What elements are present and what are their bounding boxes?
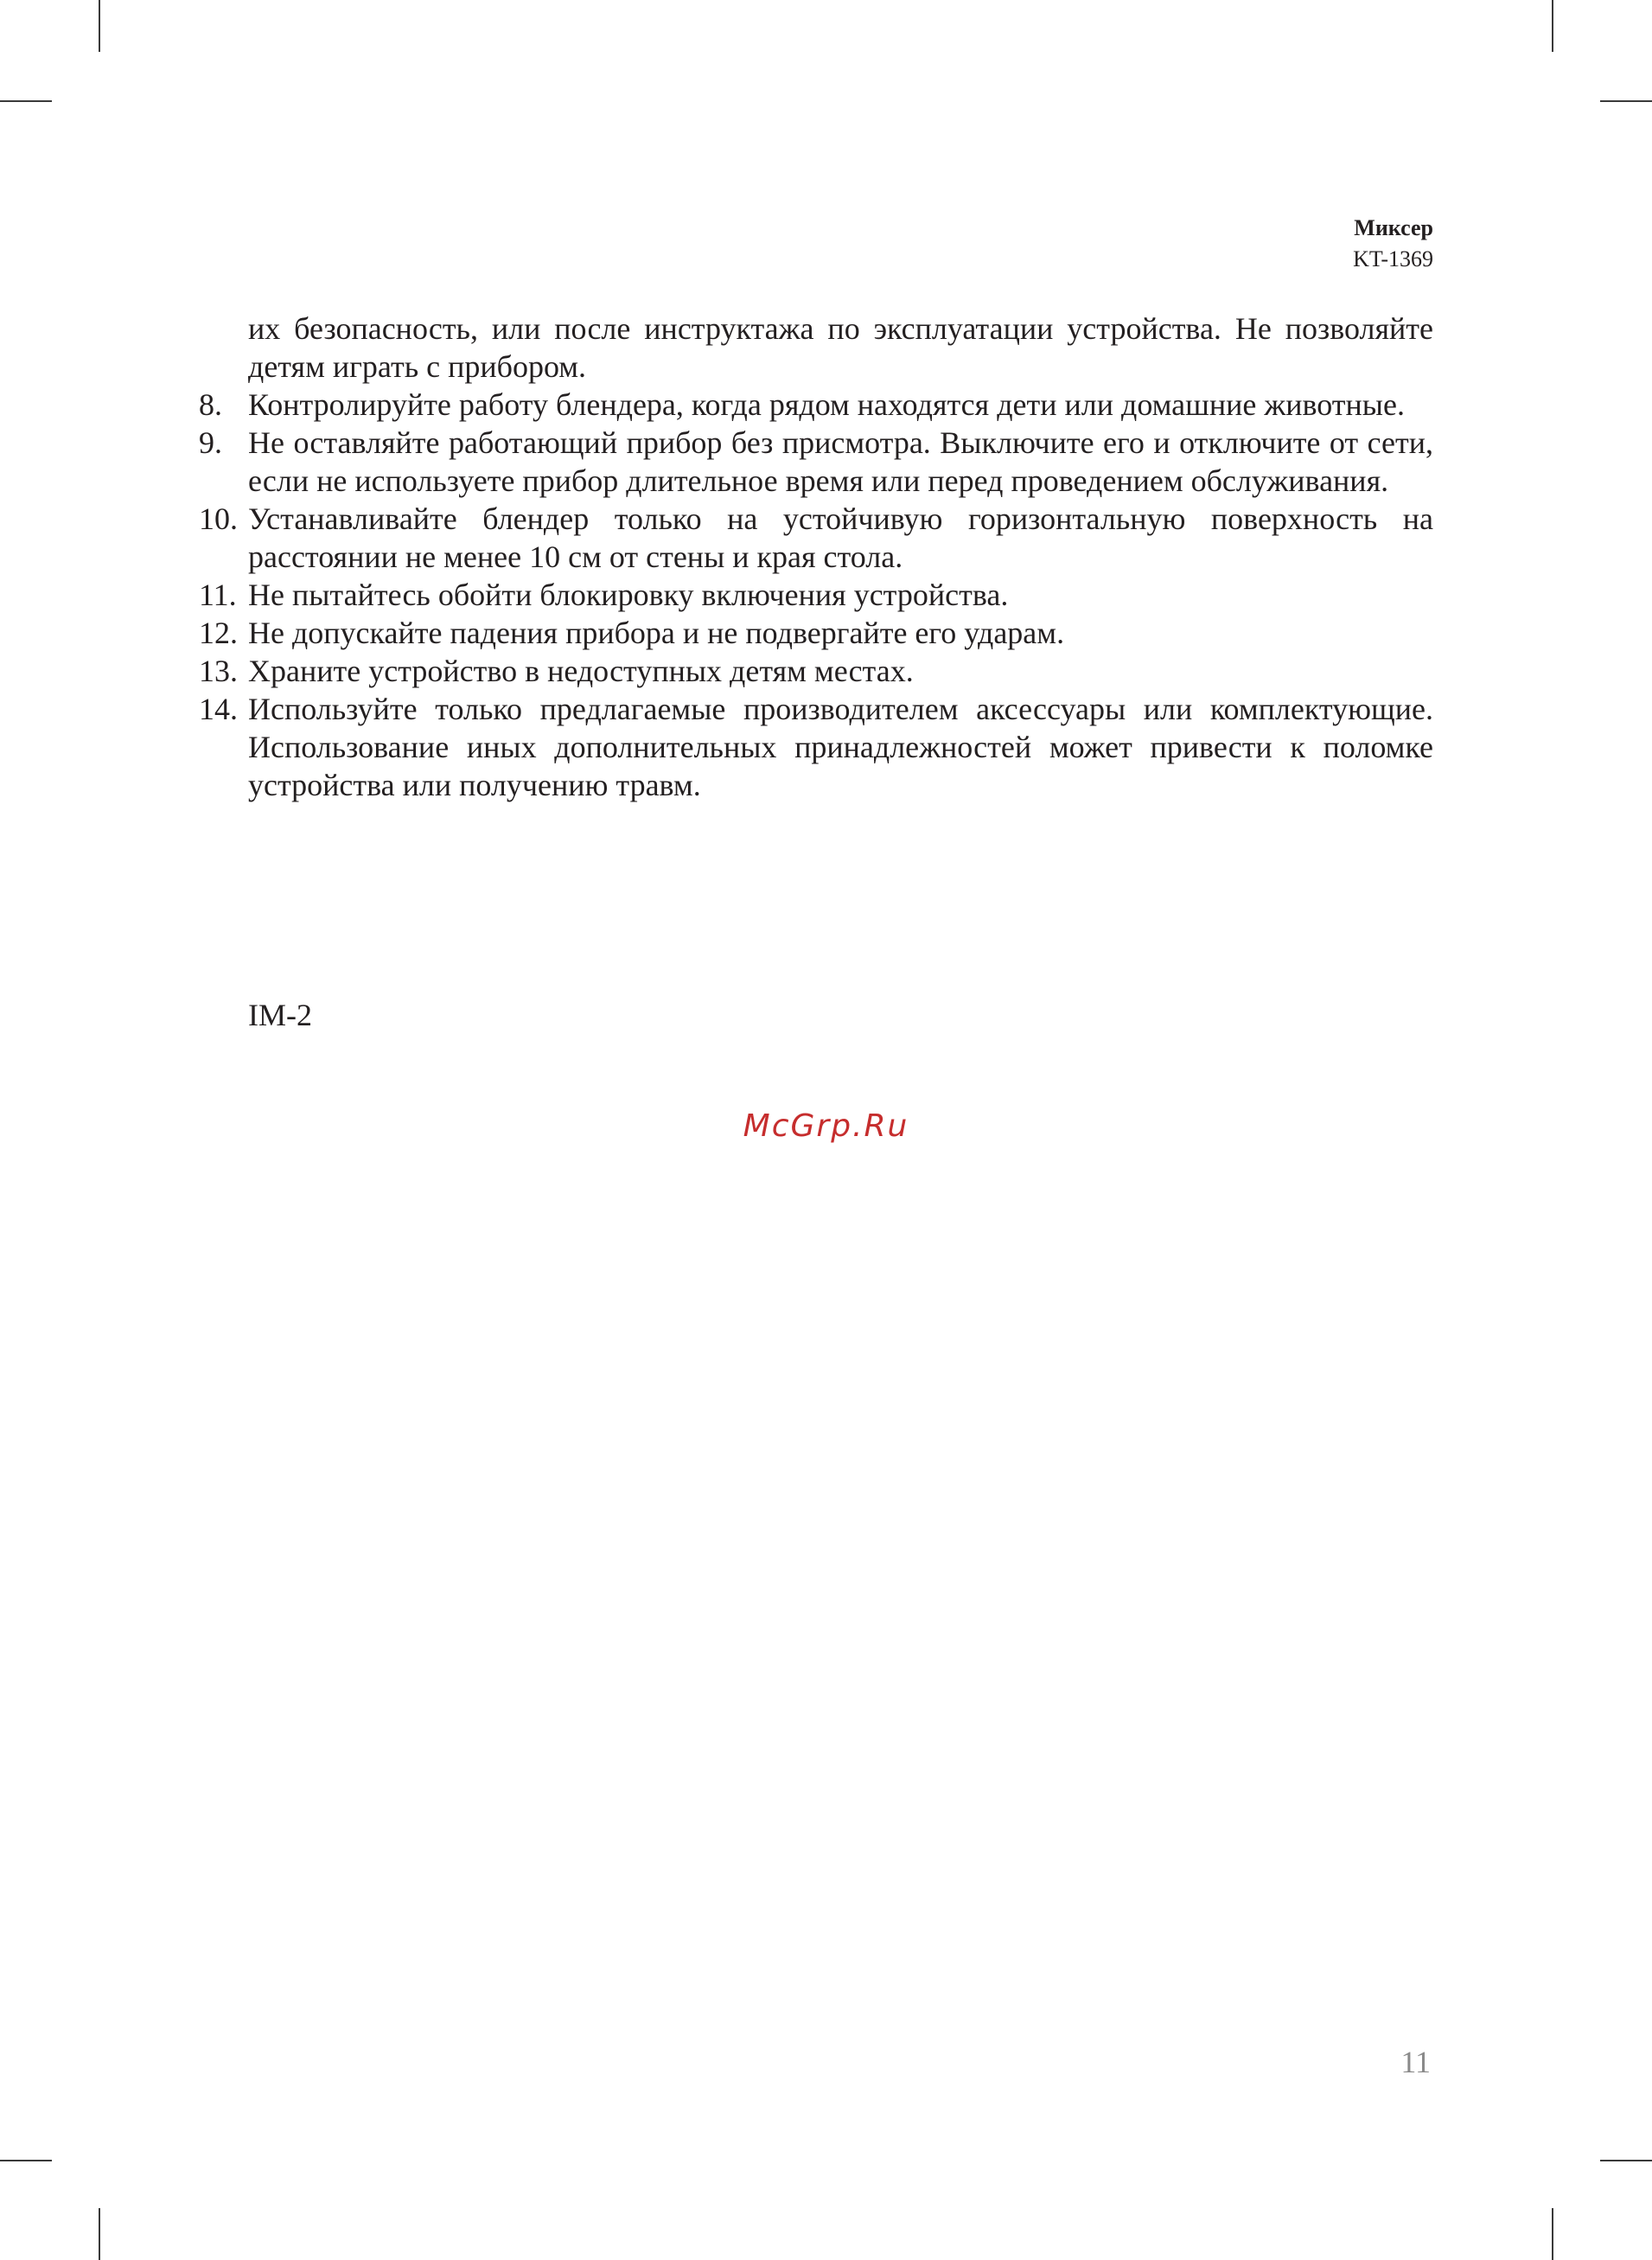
crop-mark-bottom-left-horizontal bbox=[0, 2160, 52, 2161]
running-header bbox=[1353, 213, 1433, 275]
crop-mark-top-left-horizontal bbox=[0, 100, 52, 102]
crop-mark-bottom-right-horizontal bbox=[1600, 2160, 1652, 2161]
list-item-number: 14. bbox=[199, 692, 238, 726]
list-item-continuation bbox=[199, 310, 1433, 386]
page-number: 11 bbox=[1400, 2045, 1431, 2079]
list-item-text: Устанавливайте блендер только на устойчивую горизонтальную поверхность на расстоянии не менее 10 см от стены и края стола. bbox=[248, 501, 1433, 574]
safety-instructions-list bbox=[199, 310, 1433, 804]
header-title: Миксер bbox=[1354, 215, 1433, 240]
list-item-text: Контролируйте работу блендера, когда рядом находятся дети или домашние животные. bbox=[248, 387, 1405, 422]
list-item-number: 11. bbox=[199, 578, 237, 612]
list-item-number: 13. bbox=[199, 654, 238, 688]
crop-mark-top-right-horizontal bbox=[1600, 100, 1652, 102]
list-item-text: Используйте только предлагаемые производителем аксессуары или комплектующие. Использование иных дополнительных принадлежностей может привести к поломке устройства или получению травм. bbox=[248, 692, 1433, 802]
list-item-number: 9. bbox=[199, 425, 222, 460]
list-item-text: их безопасность, или после инструктажа по эксплуатации устройства. Не позволяйте детям играть с прибором. bbox=[248, 311, 1433, 384]
list-item bbox=[199, 652, 1433, 690]
list-item-text: Не оставляйте работающий прибор без присмотра. Выключите его и отключите от сети, если не используете прибор длительное время или перед проведением обслуживания. bbox=[248, 425, 1433, 498]
list-item-number: 12. bbox=[199, 616, 238, 650]
document-code: IM-2 bbox=[248, 998, 312, 1032]
list-item bbox=[199, 576, 1433, 614]
list-item bbox=[199, 690, 1433, 804]
list-item bbox=[199, 424, 1433, 500]
crop-mark-bottom-left-vertical bbox=[99, 2208, 100, 2260]
crop-mark-top-right-vertical bbox=[1552, 0, 1553, 52]
header-model: KT-1369 bbox=[1353, 246, 1433, 271]
list-item bbox=[199, 386, 1433, 424]
list-item-text: Не допускайте падения прибора и не подвергайте его ударам. bbox=[248, 616, 1065, 650]
list-item-number: 8. bbox=[199, 387, 222, 422]
crop-mark-bottom-right-vertical bbox=[1552, 2208, 1553, 2260]
list-item-text: Храните устройство в недоступных детям местах. bbox=[248, 654, 914, 688]
list-item bbox=[199, 500, 1433, 576]
crop-mark-top-left-vertical bbox=[99, 0, 100, 52]
list-item-number: 10. bbox=[199, 501, 238, 536]
list-item-text: Не пытайтесь обойти блокировку включения устройства. bbox=[248, 578, 1009, 612]
watermark: McGrp.Ru bbox=[743, 1108, 909, 1144]
list-item bbox=[199, 614, 1433, 652]
